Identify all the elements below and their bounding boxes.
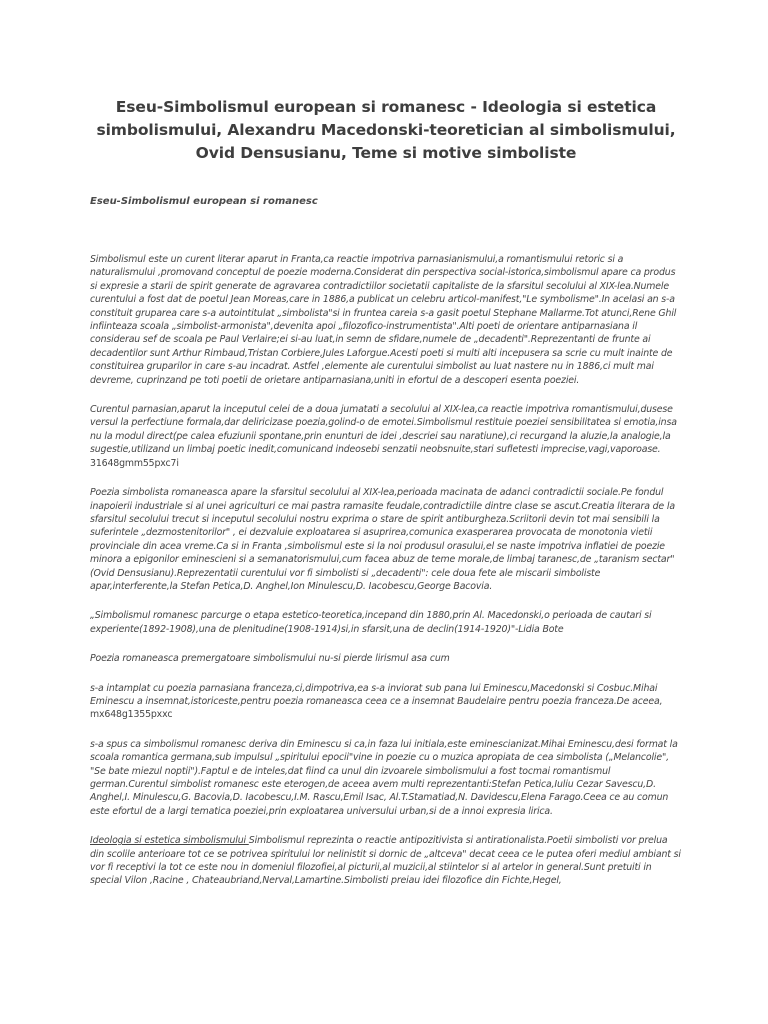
document-title: Eseu-Simbolismul european si romanesc - Ideologia si estetica simbolismului, Alexandru Macedonski-teoretician al simbolismului, Ovid Densusianu, Teme si motive simboliste xyxy=(96,98,676,162)
paragraph-4: „Simbolismul romanesc parcurge o etapa estetico-teoretica,incepand din 1880,prin Al. Macedonski,o perioada de cautari si experiente(1892-1908),una de plenitudine(1908-1914)si,in sfarsit,una de declin(1914-1920)"-Lidia Bote xyxy=(90,610,652,635)
paragraph-3: Poezia simbolista romaneasca apare la sfarsitul secolului al XIX-lea,perioada macinata de adanci contradictii sociale.Pe fondul inapoierii industriale si al unei agriculturi ce mai pastra ramasite feudale,contradictiile dintre clase se ascut.Creatia literara de la sfarsitul secolului trecut si inceputul secolului nostru exprima o stare de spirit antiburgheza.Scriitorii devin tot mai sensibili la suferintele „dezmostenitorilor" , ei dezvaluie exploatarea si asuprirea,comunica exasperarea provocata de monotonia vietii provinciale din acea vreme.Ca si in Franta ,simbolismul este si la noi produsul orasului,el se naste impotriva inflatiei de poezie minora a epigonilor eminescieni si a semanatorismului,cum facea abuz de teme morale,de limbaj taranesc,de „taranism sectar"(Ovid Densusianu).Reprezentatii curentului vor fi simbolisti si „decadenti": cele doua fete ale miscarii simboliste apar,interferente,la Stefan Petica,D. Anghel,Ion Minulescu,D. Iacobescu,George Bacovia. xyxy=(90,487,675,592)
paragraph-6-code: mx648g1355pxxc xyxy=(90,709,173,721)
paragraph-6-text: s-a intamplat cu poezia parnasiana franceza,ci,dimpotriva,ea s-a inviorat sub pana lui Eminescu,Macedonski si Cosbuc.Mihai Eminescu a insemnat,istoriceste,pentru poezia romaneasca ceea ce a insemnat Baudelaire pentru poezia franceza.De aceea, xyxy=(90,682,663,707)
paragraph-2 xyxy=(90,403,682,470)
document-subtitle: Eseu-Simbolismul european si romanesc xyxy=(90,196,318,207)
paragraph-5: Poezia romaneasca premergatoare simbolismului nu-si pierde lirismul asa cum xyxy=(90,653,450,665)
paragraph-2-text: Curentul parnasian,aparut la inceputul celei de a doua jumatati a secolului al XIX-lea,ca reactie impotriva romantismului,dusese versul la perfectiune formala,dar deliricizase poezia,golind-o de emotei.Simbolismul restituie poeziei sensibilitatea si emotia,insa nu la modul direct(pe calea efuziunii spontane,prin enunturi de idei ,descriei sau naratiune),ci recurgand la aluzie,la analogie,la sugestie,utilizand un limbaj poetic inedit,comunicand indeosebi senzatii neobsnuite,stari sufletesti imprecise,vagi,vaporoase. xyxy=(90,404,677,456)
ideologia-link[interactable]: Ideologia si estetica simbolismului xyxy=(90,835,249,847)
paragraph-8 xyxy=(90,834,682,888)
document-body xyxy=(90,253,682,888)
paragraph-8-text: Simbolismul reprezinta o reactie antipozitivista si antirationalista.Poetii simbolisti vor prelua din scolile anterioare tot ce se potrivea spiritului lor nelinistit si dornic de „altceva" decat ceea ce le putea oferi mediul ambiant si vor fi receptivi la tot ce este nou in domeniul filozofiei,al picturii,al muzicii,al stiintelor si al artelor in general.Sunt pretuiti in special Vilon ,Racine , Chateaubriand,Nerval,Lamartine.Simbolisti preiau idei filozofice din Fichte,Hegel, xyxy=(90,835,681,887)
paragraph-6 xyxy=(90,682,682,722)
document-page xyxy=(90,96,682,888)
paragraph-2-code: 31648gmm55pxc7i xyxy=(90,457,179,469)
paragraph-7: s-a spus ca simbolismul romanesc deriva din Eminescu si ca,in faza lui initiala,este eminescianizat.Mihai Eminescu,desi format la scoala romantica germana,sub impulsul „spiritului epocii"vine in poezie cu o muzica apropiata de cea simbolista („Melancolie", "Se bate miezul noptii").Faptul e de inteles,dat fiind ca unul din izvoarele simbolismului a fost tocmai romantismul german.Curentul simbolist romanesc este eterogen,de aceea avem multi reprezentanti:Stefan Petica,Iuliu Cezar Savescu,D. Anghel,I. Minulescu,G. Bacovia,D. Iacobescu,I.M. Rascu,Emil Isac, Al.T.Stamatiad,N. Davidescu,Elena Farago.Ceea ce au comun este efortul de a largi tematica poeziei,prin exploatarea universului urban,si de a innoi expresia lirica. xyxy=(90,738,678,817)
paragraph-1: Simbolismul este un curent literar aparut in Franta,ca reactie impotriva parnasianismului,a romantismului retoric si a naturalismului ,promovand conceptul de poezie moderna.Considerat din perspectiva social-istorica,simbolismul apare ca produs si expresie a starii de spirit generate de agravarea contradictiilor societatii capitaliste de la sfarsitul secolului al XIX-lea.Numele curentului a fost dat de poetul Jean Moreas,care in 1886,a publicat un celebru articol-manifest,"Le symbolisme".In acelasi an s-a constituit gruparea care s-a autointitulat „simbolista"si in fruntea careia s-a gasit poetul Stephane Mallarme.Tot atunci,Rene Ghil infiinteaza scoala „simbolist-armonista",devenita apoi „filozofico-instrumentista".Alti poeti de orientare antiparnasiana il considerau sef de scoala pe Paul Verlaire;ei si-au luat,in semn de sfidare,numele de „decadenti".Reprezentanti de frunte ai decadentilor sunt Arthur Rimbaud,Tristan Corbiere,Jules Laforgue.Acesti poeti si multi alti incepusera sa scrie cu mult inainte de constituirea gruparilor in care s-au incadrat. Astfel ,elemente ale curentului simbolist au luat nastere nu in 1886,ci mult mai devreme, cuprinzand pe toti poetii de orietare antiparnasiana,uniti in efortul de a descoperi esenta poeziei. xyxy=(90,254,677,386)
